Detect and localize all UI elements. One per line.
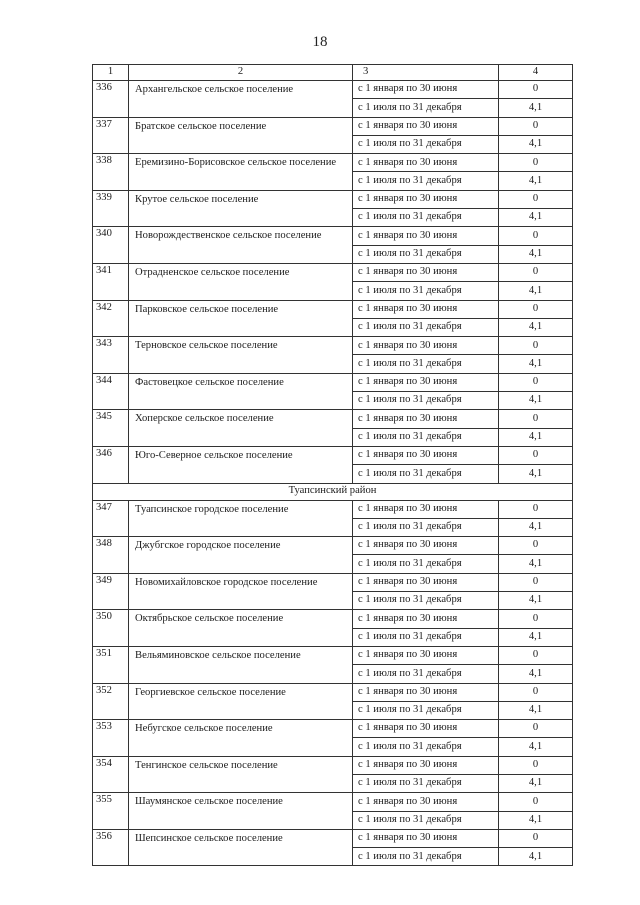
table-row	[93, 537, 573, 555]
period-cell: с 1 января по 30 июня	[353, 720, 499, 738]
value-cell: 4,1	[499, 99, 573, 117]
value-cell: 0	[499, 756, 573, 774]
row-number: 356	[93, 829, 129, 866]
header-cell-col-4: 4	[499, 65, 573, 81]
settlement-name: Шаумянское сельское поселение	[129, 793, 353, 830]
period-cell: с 1 января по 30 июня	[353, 410, 499, 428]
value-cell: 0	[499, 646, 573, 664]
period-cell: с 1 июля по 31 декабря	[353, 172, 499, 190]
row-number: 346	[93, 446, 129, 483]
period-cell: с 1 июля по 31 декабря	[353, 518, 499, 536]
table-row	[93, 573, 573, 591]
settlement-name: Туапсинское городское поселение	[129, 500, 353, 537]
period-cell: с 1 июля по 31 декабря	[353, 848, 499, 866]
period-cell: с 1 июля по 31 декабря	[353, 99, 499, 117]
page-number: 18	[312, 34, 328, 50]
row-number: 341	[93, 263, 129, 300]
table-row	[93, 337, 573, 355]
table-row	[93, 117, 573, 135]
settlement-name: Парковское сельское поселение	[129, 300, 353, 337]
header-cell-col-2: 2	[129, 65, 353, 81]
row-number: 351	[93, 646, 129, 683]
value-cell: 4,1	[499, 518, 573, 536]
table-row	[93, 263, 573, 281]
row-number: 349	[93, 573, 129, 610]
period-cell: с 1 января по 30 июня	[353, 81, 499, 99]
row-number: 342	[93, 300, 129, 337]
value-cell: 0	[499, 373, 573, 391]
period-cell: с 1 января по 30 июня	[353, 646, 499, 664]
period-cell: с 1 января по 30 июня	[353, 154, 499, 172]
value-cell: 4,1	[499, 245, 573, 263]
settlement-name: Крутое сельское поселение	[129, 190, 353, 227]
table-row	[93, 720, 573, 738]
period-cell: с 1 июля по 31 декабря	[353, 392, 499, 410]
settlement-name: Георгиевское сельское поселение	[129, 683, 353, 720]
settlement-name: Архангельское сельское поселение	[129, 81, 353, 118]
table-row	[93, 81, 573, 99]
value-cell: 0	[499, 537, 573, 555]
period-cell: с 1 июля по 31 декабря	[353, 774, 499, 792]
row-number: 340	[93, 227, 129, 264]
table-row	[93, 410, 573, 428]
value-cell: 4,1	[499, 392, 573, 410]
settlement-name: Шепсинское сельское поселение	[129, 829, 353, 866]
table-header-row	[93, 65, 573, 81]
period-cell: с 1 января по 30 июня	[353, 373, 499, 391]
period-cell: с 1 января по 30 июня	[353, 263, 499, 281]
value-cell: 0	[499, 793, 573, 811]
tariff-table	[92, 64, 573, 866]
table-row	[93, 756, 573, 774]
period-cell: с 1 июля по 31 декабря	[353, 628, 499, 646]
row-number: 353	[93, 720, 129, 757]
district-header-row	[93, 483, 573, 500]
value-cell: 0	[499, 117, 573, 135]
value-cell: 4,1	[499, 811, 573, 829]
value-cell: 0	[499, 300, 573, 318]
settlement-name: Октябрьское сельское поселение	[129, 610, 353, 647]
settlement-name: Хоперское сельское поселение	[129, 410, 353, 447]
period-cell: с 1 июля по 31 декабря	[353, 355, 499, 373]
value-cell: 0	[499, 410, 573, 428]
value-cell: 0	[499, 683, 573, 701]
value-cell: 4,1	[499, 555, 573, 573]
value-cell: 0	[499, 829, 573, 847]
period-cell: с 1 января по 30 июня	[353, 756, 499, 774]
period-cell: с 1 января по 30 июня	[353, 683, 499, 701]
period-cell: с 1 июля по 31 декабря	[353, 245, 499, 263]
table-row	[93, 829, 573, 847]
value-cell: 4,1	[499, 282, 573, 300]
table-row	[93, 683, 573, 701]
table-body	[93, 65, 573, 866]
table-row	[93, 500, 573, 518]
row-number: 343	[93, 337, 129, 374]
settlement-name: Еремизино-Борисовское сельское поселение	[129, 154, 353, 191]
table-row	[93, 610, 573, 628]
table-row	[93, 646, 573, 664]
value-cell: 4,1	[499, 665, 573, 683]
table-row	[93, 793, 573, 811]
value-cell: 4,1	[499, 774, 573, 792]
row-number: 336	[93, 81, 129, 118]
settlement-name: Джубгское городское поселение	[129, 537, 353, 574]
settlement-name: Небугское сельское поселение	[129, 720, 353, 757]
value-cell: 0	[499, 500, 573, 518]
header-cell-col-3: 3	[353, 65, 499, 81]
value-cell: 4,1	[499, 135, 573, 153]
period-cell: с 1 января по 30 июня	[353, 117, 499, 135]
period-cell: с 1 июля по 31 декабря	[353, 282, 499, 300]
settlement-name: Фастовецкое сельское поселение	[129, 373, 353, 410]
settlement-name: Отрадненское сельское поселение	[129, 263, 353, 300]
header-cell-col-1: 1	[93, 65, 129, 81]
value-cell: 0	[499, 573, 573, 591]
row-number: 347	[93, 500, 129, 537]
table-row	[93, 373, 573, 391]
value-cell: 4,1	[499, 592, 573, 610]
value-cell: 4,1	[499, 428, 573, 446]
row-number: 354	[93, 756, 129, 793]
period-cell: с 1 июля по 31 декабря	[353, 555, 499, 573]
value-cell: 0	[499, 81, 573, 99]
period-cell: с 1 июля по 31 декабря	[353, 665, 499, 683]
value-cell: 0	[499, 227, 573, 245]
value-cell: 4,1	[499, 738, 573, 756]
row-number: 338	[93, 154, 129, 191]
value-cell: 0	[499, 190, 573, 208]
settlement-name: Тенгинское сельское поселение	[129, 756, 353, 793]
period-cell: с 1 июля по 31 декабря	[353, 428, 499, 446]
settlement-name: Братское сельское поселение	[129, 117, 353, 154]
settlement-name: Терновское сельское поселение	[129, 337, 353, 374]
row-number: 348	[93, 537, 129, 574]
period-cell: с 1 января по 30 июня	[353, 573, 499, 591]
value-cell: 4,1	[499, 172, 573, 190]
table-row	[93, 227, 573, 245]
value-cell: 0	[499, 610, 573, 628]
settlement-name: Вельяминовское сельское поселение	[129, 646, 353, 683]
value-cell: 0	[499, 263, 573, 281]
row-number: 350	[93, 610, 129, 647]
period-cell: с 1 января по 30 июня	[353, 610, 499, 628]
settlement-name: Новорождественское сельское поселение	[129, 227, 353, 264]
table-row	[93, 154, 573, 172]
period-cell: с 1 июля по 31 декабря	[353, 738, 499, 756]
period-cell: с 1 июля по 31 декабря	[353, 135, 499, 153]
period-cell: с 1 января по 30 июня	[353, 300, 499, 318]
table-row	[93, 300, 573, 318]
value-cell: 4,1	[499, 318, 573, 336]
value-cell: 4,1	[499, 628, 573, 646]
period-cell: с 1 июля по 31 декабря	[353, 811, 499, 829]
settlement-name: Юго-Северное сельское поселение	[129, 446, 353, 483]
value-cell: 4,1	[499, 209, 573, 227]
period-cell: с 1 июля по 31 декабря	[353, 318, 499, 336]
period-cell: с 1 января по 30 июня	[353, 500, 499, 518]
value-cell: 4,1	[499, 701, 573, 719]
period-cell: с 1 января по 30 июня	[353, 446, 499, 464]
table-row	[93, 190, 573, 208]
period-cell: с 1 июля по 31 декабря	[353, 701, 499, 719]
period-cell: с 1 июля по 31 декабря	[353, 209, 499, 227]
value-cell: 4,1	[499, 355, 573, 373]
value-cell: 0	[499, 446, 573, 464]
period-cell: с 1 января по 30 июня	[353, 227, 499, 245]
row-number: 339	[93, 190, 129, 227]
row-number: 337	[93, 117, 129, 154]
row-number: 352	[93, 683, 129, 720]
period-cell: с 1 июля по 31 декабря	[353, 465, 499, 483]
value-cell: 4,1	[499, 848, 573, 866]
district-title: Туапсинский район	[93, 483, 573, 500]
settlement-name: Новомихайловское городское поселение	[129, 573, 353, 610]
period-cell: с 1 января по 30 июня	[353, 537, 499, 555]
row-number: 355	[93, 793, 129, 830]
period-cell: с 1 января по 30 июня	[353, 337, 499, 355]
period-cell: с 1 июля по 31 декабря	[353, 592, 499, 610]
row-number: 344	[93, 373, 129, 410]
table-row	[93, 446, 573, 464]
period-cell: с 1 января по 30 июня	[353, 190, 499, 208]
value-cell: 0	[499, 337, 573, 355]
period-cell: с 1 января по 30 июня	[353, 793, 499, 811]
row-number: 345	[93, 410, 129, 447]
period-cell: с 1 января по 30 июня	[353, 829, 499, 847]
value-cell: 4,1	[499, 465, 573, 483]
value-cell: 0	[499, 720, 573, 738]
value-cell: 0	[499, 154, 573, 172]
